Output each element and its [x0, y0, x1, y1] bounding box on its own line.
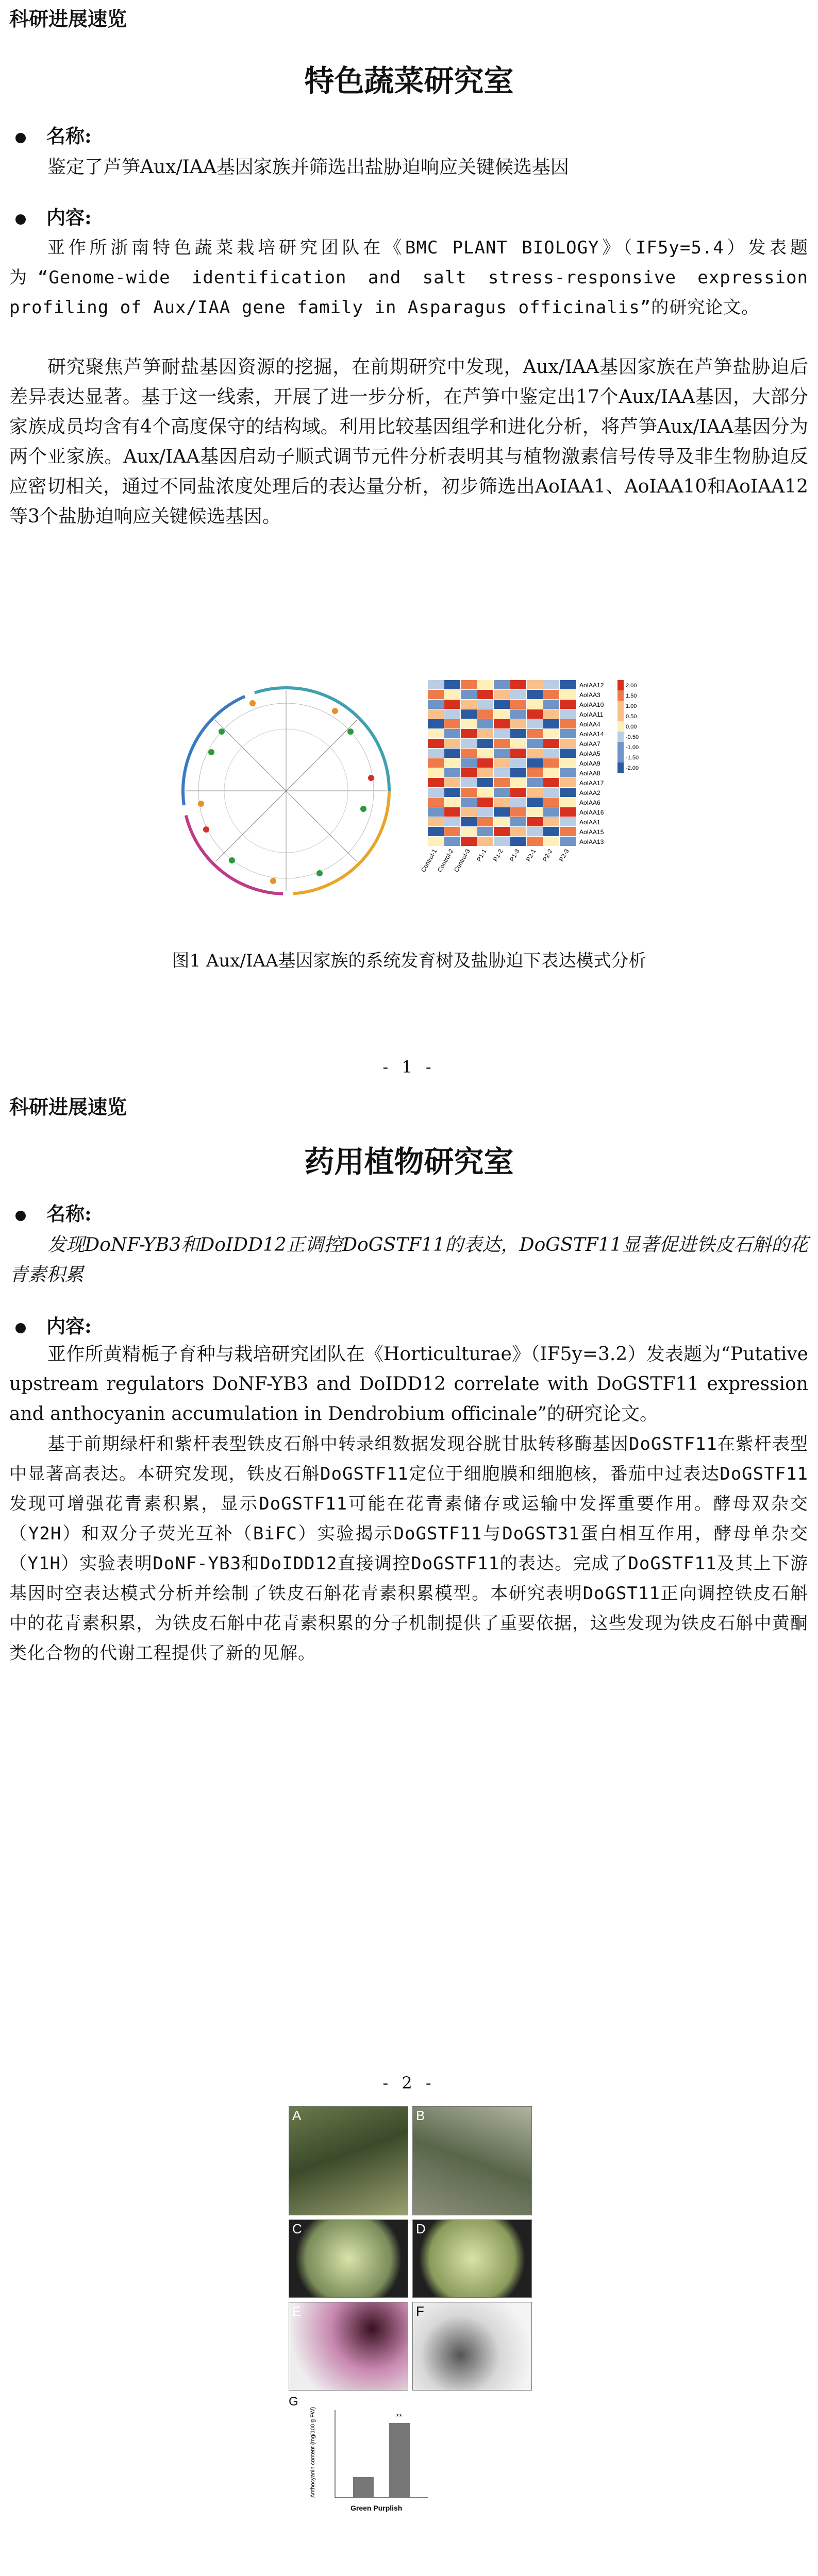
legend-value: 0.50 — [626, 714, 637, 720]
name-label: 名称: — [15, 1198, 92, 1226]
heatmap-cell — [444, 739, 460, 748]
heatmap-cell — [444, 837, 460, 846]
photo-panel-d: D — [412, 2219, 532, 2298]
page-header: 科研进展速览 — [9, 7, 127, 30]
heatmap-cell — [461, 749, 477, 758]
heatmap-cell — [461, 700, 477, 709]
heatmap-cell — [461, 709, 477, 719]
legend-value: -1.50 — [626, 755, 639, 761]
heatmap-cell — [543, 729, 559, 738]
heatmap-row-label: AoIAA7 — [579, 740, 600, 748]
heatmap-cell — [461, 798, 477, 807]
heatmap-cell — [444, 680, 460, 689]
heatmap-cell — [461, 807, 477, 817]
heatmap-cell — [477, 709, 493, 719]
heatmap-cell — [510, 709, 526, 719]
legend-value: 1.00 — [626, 703, 637, 709]
heatmap-cell — [543, 739, 559, 748]
heatmap-cell — [527, 739, 543, 748]
heatmap-cell — [444, 798, 460, 807]
heatmap-cell — [527, 837, 543, 846]
heatmap-cell — [494, 729, 510, 738]
heatmap-col-label: P2-1 — [524, 848, 538, 863]
heatmap-cell — [560, 758, 576, 768]
heatmap-col-label: Control-2 — [436, 848, 455, 874]
heatmap-cell — [428, 729, 444, 738]
heatmap-cell — [510, 690, 526, 699]
legend-swatch — [617, 701, 624, 711]
heatmap-cell — [560, 729, 576, 738]
heatmap-cell — [510, 749, 526, 758]
photo-panel-a: A — [289, 2106, 408, 2215]
heatmap-cell — [477, 719, 493, 728]
heatmap-col-label: P2-3 — [557, 848, 571, 863]
legend-value: -2.00 — [626, 765, 639, 771]
legend-swatch — [617, 752, 624, 762]
legend-swatch — [617, 721, 624, 732]
photo-panel-c: C — [289, 2219, 408, 2298]
heatmap-cell — [510, 739, 526, 748]
heatmap-cell — [560, 798, 576, 807]
heatmap-cell — [543, 827, 559, 836]
heatmap-cell — [560, 788, 576, 797]
heatmap-cell — [527, 749, 543, 758]
heatmap-cell — [477, 700, 493, 709]
heatmap-cell — [428, 690, 444, 699]
bullet-icon — [15, 133, 26, 143]
heatmap-cell — [560, 690, 576, 699]
heatmap-cell — [494, 827, 510, 836]
heatmap-cell — [461, 837, 477, 846]
heatmap-cell — [428, 827, 444, 836]
heatmap-cell — [560, 778, 576, 787]
heatmap-cell — [510, 700, 526, 709]
heatmap-cell — [543, 817, 559, 826]
page-title: 特色蔬菜研究室 — [304, 63, 514, 98]
heatmap-row-label: AoIAA10 — [579, 701, 604, 708]
heatmap-cell — [560, 709, 576, 719]
heatmap-cell — [560, 700, 576, 709]
heatmap-cell — [494, 700, 510, 709]
heatmap-cell — [428, 788, 444, 797]
heatmap-cell — [527, 778, 543, 787]
heatmap-cell — [560, 768, 576, 777]
heatmap-cell — [510, 768, 526, 777]
heatmap-cell — [477, 768, 493, 777]
heatmap-cell — [494, 690, 510, 699]
heatmap-cell — [494, 709, 510, 719]
heatmap-cell — [444, 749, 460, 758]
heatmap-row-label: AoIAA1 — [579, 819, 600, 826]
heatmap-cell — [560, 827, 576, 836]
heatmap-cell — [543, 837, 559, 846]
heatmap-cell — [510, 719, 526, 728]
name-text: 鉴定了芦笋Aux/IAA基因家族并筛选出盐胁迫响应关键候选基因 — [47, 157, 569, 178]
heatmap-cell — [494, 719, 510, 728]
content-label: 内容: — [15, 202, 92, 230]
heatmap-cell — [477, 680, 493, 689]
heatmap-cell — [527, 768, 543, 777]
heatmap-cell — [477, 827, 493, 836]
page-title: 药用植物研究室 — [304, 1144, 514, 1179]
heatmap-row-label: AoIAA12 — [579, 682, 604, 689]
heatmap-cell — [527, 758, 543, 768]
heatmap-row-label: AoIAA13 — [579, 838, 604, 845]
heatmap-cell — [510, 680, 526, 689]
heatmap-row-label: AoIAA6 — [579, 799, 600, 806]
heatmap-cell — [510, 798, 526, 807]
heatmap-cell — [543, 749, 559, 758]
legend-value: 2.00 — [626, 683, 637, 689]
heatmap-cell — [428, 700, 444, 709]
heatmap-cell — [510, 807, 526, 817]
heatmap-col-label: P1-3 — [508, 848, 521, 863]
name-label: 名称: — [15, 121, 92, 148]
legend-value: 1.50 — [626, 693, 637, 699]
heatmap-cell — [527, 700, 543, 709]
heatmap-cell — [527, 690, 543, 699]
heatmap-cell — [428, 709, 444, 719]
heatmap-cell — [510, 788, 526, 797]
heatmap-cell — [543, 768, 559, 777]
heatmap-row-label: AoIAA3 — [579, 691, 600, 699]
heatmap-row-label: AoIAA5 — [579, 750, 600, 757]
bullet-icon — [15, 1323, 26, 1333]
heatmap-cell — [461, 758, 477, 768]
heatmap-cell — [543, 719, 559, 728]
heatmap-cell — [510, 827, 526, 836]
heatmap-row-label: AoIAA14 — [579, 731, 604, 738]
heatmap-cell — [560, 680, 576, 689]
heatmap-cell — [477, 798, 493, 807]
heatmap-cell — [543, 798, 559, 807]
heatmap-cell — [444, 700, 460, 709]
heatmap-cell — [494, 798, 510, 807]
heatmap-cell — [461, 719, 477, 728]
heatmap-cell — [543, 778, 559, 787]
heatmap-cell — [444, 719, 460, 728]
heatmap-cell — [477, 739, 493, 748]
heatmap-cell — [444, 709, 460, 719]
legend-swatch — [617, 711, 624, 721]
photo-panel-e: E — [289, 2302, 408, 2391]
content-paragraph-2: 基于前期绿杆和紫杆表型铁皮石斛中转录组数据发现谷胱甘肽转移酶基因DoGSTF11在紫杆表型中显著高表达。本研究发现，铁皮石斛DoGSTF11定位于细胞膜和细胞核，番茄中过表达DoGSTF11发现可增强花青素积累，显示DoGSTF11可能在花青素储存或运输中发挥重要作用。酵母双杂交（Y2H）和双分子荧光互补（BiFC）实验揭示DoGSTF11与DoGST31蛋白相互作用，酵母单杂交（Y1H）实验表明DoNF-YB3和DoIDD12直接调控DoGSTF11的表达。完成了DoGSTF11及其上下游基因时空表达模式分析并绘制了铁皮石斛花青素积累模型。本研究表明DoGST11正向调控铁皮石斛中的花青素积累，为铁皮石斛中花青素积累的分子机制提供了重要依据，这些发现为铁皮石斛中黄酮类化合物的代谢工程提供了新的见解。 — [9, 1434, 808, 1664]
content-paragraph-1: 亚作所浙南特色蔬菜栽培研究团队在《BMC PLANT BIOLOGY》（IF5y=5.4）发表题为“Genome-wide identification and salt stress-responsive expression profiling of Aux/IAA gene family in Asparagus officinalis”的研究论文。 — [9, 238, 808, 318]
heatmap-cell — [444, 690, 460, 699]
x-axis-labels: Green Purplish — [350, 2504, 403, 2512]
heatmap-cell — [428, 837, 444, 846]
heatmap-cell — [494, 680, 510, 689]
heatmap-cell — [477, 788, 493, 797]
heatmap-cell — [560, 817, 576, 826]
heatmap-cell — [444, 788, 460, 797]
content-paragraph-1: 亚作所黄精栀子育种与栽培研究团队在《Horticulturae》（IF5y=3.2）发表题为“Putative upstream regulators DoNF-YB3 and DoIDD12 correlate with DoGSTF11 expression and anthocyanin accumulation in Dendrobium officinale”的研究论文。 — [9, 1344, 808, 1425]
heatmap-cell — [444, 817, 460, 826]
content-paragraph-2: 研究聚焦芦笋耐盐基因资源的挖掘，在前期研究中发现，Aux/IAA基因家族在芦笋盐胁迫后差异表达显著。基于这一线索，开展了进一步分析，在芦笋中鉴定出17个Aux/IAA基因，大部分家族成员均含有4个高度保守的结构域。利用比较基因组学和进化分析，将芦笋Aux/IAA基因分为两个亚家族。Aux/IAA基因启动子顺式调节元件分析表明其与植物激素信号传导及非生物胁迫反应密切相关，通过不同盐浓度处理后的表达量分析，初步筛选出AoIAA1、AoIAA10和AoIAA12等3个盐胁迫响应关键候选基因。 — [9, 357, 808, 527]
heatmap-row-label: AoIAA9 — [579, 760, 600, 767]
heatmap-cell — [461, 729, 477, 738]
heatmap-cell — [461, 788, 477, 797]
heatmap-row-label: AoIAA4 — [579, 721, 600, 728]
heatmap-row-label: AoIAA8 — [579, 770, 600, 777]
page-number-2: - 2 - — [382, 2073, 436, 2093]
photo-panel-b: B — [412, 2106, 532, 2215]
heatmap-col-label: P1-1 — [475, 848, 488, 863]
heatmap-cell — [527, 719, 543, 728]
heatmap-col-label: Control-1 — [419, 848, 439, 874]
heatmap-cell — [461, 739, 477, 748]
legend-swatch — [617, 762, 624, 773]
figure-1-caption: 图1 Aux/IAA基因家族的系统发育树及盐胁迫下表达模式分析 — [172, 951, 646, 971]
heatmap-cell — [494, 739, 510, 748]
page-number-1: - 1 - — [382, 1057, 436, 1077]
heatmap-cell — [494, 778, 510, 787]
heatmap-cell — [510, 817, 526, 826]
page-header: 科研进展速览 — [9, 1095, 127, 1118]
heatmap-cell — [428, 719, 444, 728]
heatmap-row-label: AoIAA15 — [579, 828, 604, 836]
heatmap-cell — [510, 778, 526, 787]
heatmap-cell — [527, 817, 543, 826]
heatmap-cell — [543, 690, 559, 699]
heatmap-cell — [477, 807, 493, 817]
name-text: 发现DoNF-YB3和DoIDD12正调控DoGSTF11的表达，DoGSTF11显著促进铁皮石斛的花青素积累 — [9, 1234, 808, 1285]
heatmap-cell — [444, 807, 460, 817]
heatmap-cell — [461, 827, 477, 836]
heatmap-cell — [510, 758, 526, 768]
heatmap-cell — [428, 739, 444, 748]
heatmap-cell — [494, 837, 510, 846]
heatmap-cell — [444, 827, 460, 836]
heatmap-cell — [543, 758, 559, 768]
heatmap-cell — [477, 749, 493, 758]
heatmap-cell — [461, 680, 477, 689]
heatmap-cell — [543, 680, 559, 689]
heatmap-cell — [560, 837, 576, 846]
legend-swatch — [617, 742, 624, 752]
panel-g-label: G — [289, 2395, 298, 2409]
heatmap-cell — [461, 817, 477, 826]
heatmap-cell — [527, 729, 543, 738]
heatmap-row-label: AoIAA11 — [579, 711, 604, 718]
heatmap-cell — [444, 768, 460, 777]
legend-swatch — [617, 732, 624, 742]
heatmap-col-label: Control-3 — [452, 848, 472, 874]
content-label: 内容: — [15, 1311, 92, 1338]
heatmap-cell — [444, 778, 460, 787]
heatmap-cell — [428, 680, 444, 689]
heatmap-cell — [428, 817, 444, 826]
heatmap-cell — [494, 788, 510, 797]
heatmap-cell — [494, 768, 510, 777]
heatmap-col-label: P1-2 — [491, 848, 505, 863]
heatmap-cell — [444, 758, 460, 768]
bar-green — [353, 2477, 374, 2498]
heatmap-cell — [494, 749, 510, 758]
heatmap-cell — [428, 807, 444, 817]
heatmap-cell — [560, 749, 576, 758]
heatmap-row-label: AoIAA16 — [579, 809, 604, 816]
heatmap-cell — [477, 837, 493, 846]
heatmap-cell — [428, 798, 444, 807]
heatmap-cell — [543, 700, 559, 709]
heatmap-cell — [444, 729, 460, 738]
heatmap-cell — [560, 719, 576, 728]
heatmap-cell — [477, 778, 493, 787]
heatmap-cell — [477, 729, 493, 738]
heatmap-cell — [477, 758, 493, 768]
heatmap-cell — [527, 827, 543, 836]
heatmap-cell — [494, 817, 510, 826]
heatmap-cell — [543, 807, 559, 817]
heatmap-cell — [477, 690, 493, 699]
heatmap-cell — [461, 768, 477, 777]
heatmap-cell — [560, 807, 576, 817]
legend-value: -1.00 — [626, 744, 639, 751]
heatmap-cell — [428, 749, 444, 758]
heatmap-col-label: P2-2 — [541, 848, 554, 863]
heatmap-cell — [527, 788, 543, 797]
heatmap-cell — [527, 798, 543, 807]
legend-swatch — [617, 680, 624, 690]
heatmap-cell — [428, 768, 444, 777]
figure-2 — [289, 2106, 531, 2576]
figure-1 — [170, 675, 665, 927]
heatmap-cell — [543, 788, 559, 797]
heatmap-cell — [428, 758, 444, 768]
bullet-icon — [15, 214, 26, 225]
legend-swatch — [617, 690, 624, 701]
significance-mark: ** — [396, 2413, 403, 2421]
legend-value: 0.00 — [626, 724, 637, 730]
heatmap-row-label: AoIAA17 — [579, 779, 604, 787]
heatmap-cell — [494, 807, 510, 817]
heatmap-cell — [494, 758, 510, 768]
anthocyanin-bar-chart — [304, 2405, 433, 2518]
heatmap-row-label: AoIAA2 — [579, 789, 600, 796]
expression-heatmap — [418, 675, 665, 927]
heatmap-cell — [461, 778, 477, 787]
heatmap-cell — [543, 709, 559, 719]
y-axis-label: Anthocyanin content (mg/100 g FW) — [310, 2406, 316, 2498]
legend-value: -0.50 — [626, 734, 639, 740]
heatmap-cell — [527, 807, 543, 817]
photo-panel-f: F — [412, 2302, 532, 2391]
heatmap-cell — [510, 837, 526, 846]
heatmap-cell — [527, 709, 543, 719]
heatmap-cell — [477, 817, 493, 826]
bar-purplish — [389, 2423, 410, 2498]
heatmap-cell — [428, 778, 444, 787]
heatmap-cell — [461, 690, 477, 699]
heatmap-cell — [560, 739, 576, 748]
heatmap-cell — [527, 680, 543, 689]
heatmap-cell — [510, 729, 526, 738]
bullet-icon — [15, 1211, 26, 1221]
